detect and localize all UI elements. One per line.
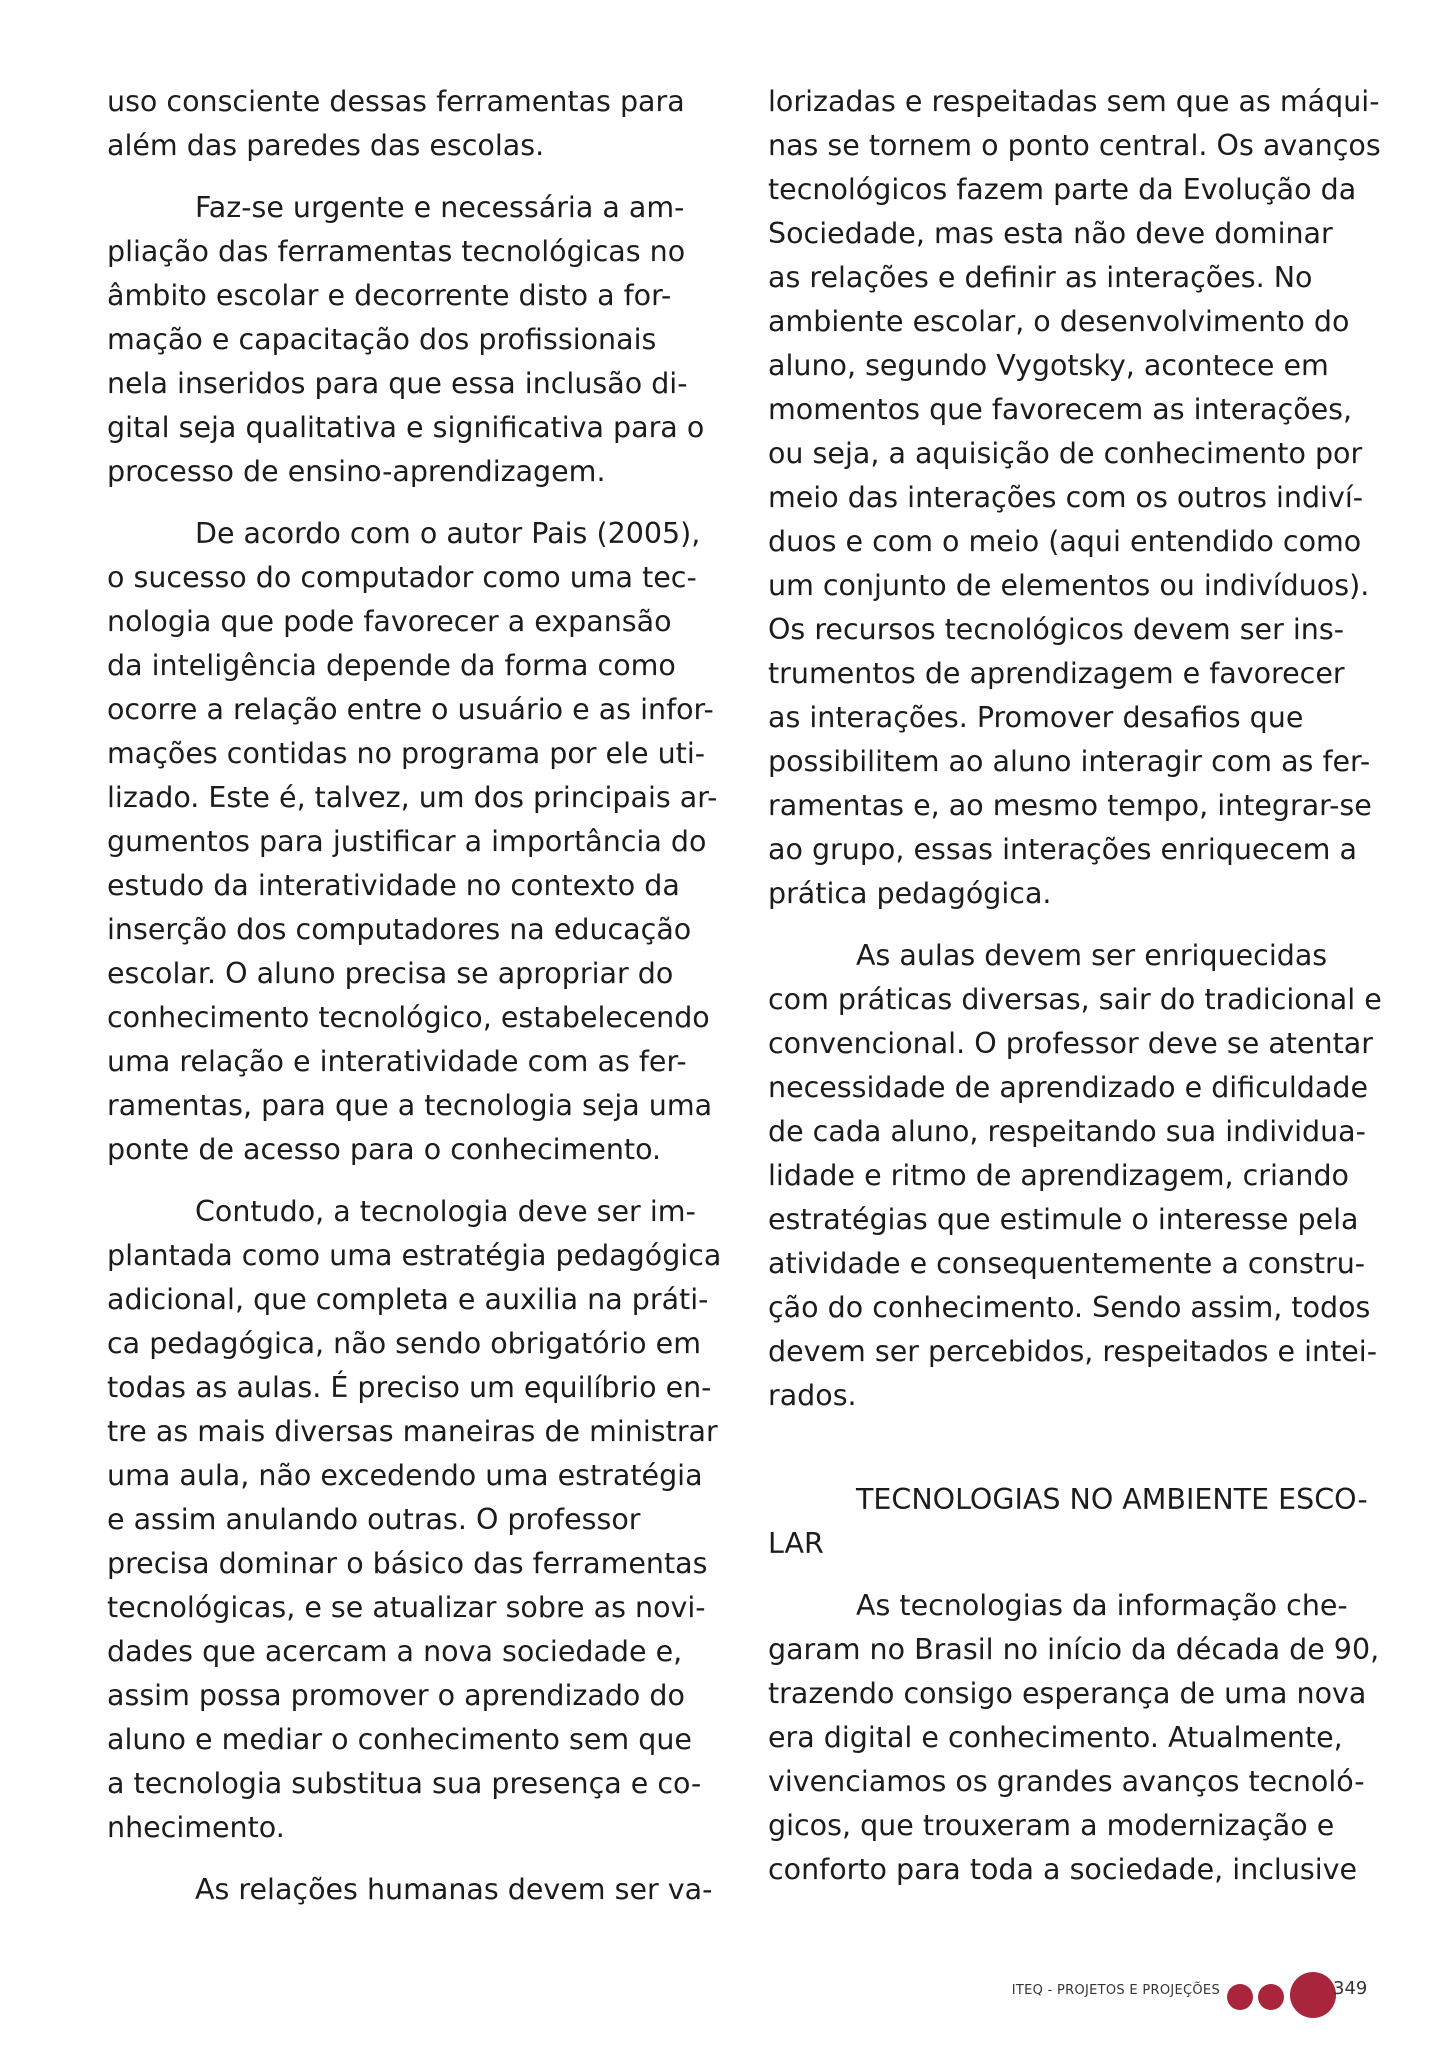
- text-line: lidade e ritmo de aprendizagem, criando: [768, 1159, 1349, 1192]
- paragraph-gap: [107, 1850, 697, 1868]
- text-line: Faz-se urgente e necessária a am-: [195, 191, 685, 224]
- text-line: ramentas, para que a tecnologia seja uma: [107, 1089, 713, 1122]
- text-line: a tecnologia substitua sua presença e co-: [107, 1767, 702, 1800]
- text-line: lizado. Este é, talvez, um dos principais ar-: [107, 781, 718, 814]
- text-line: âmbito escolar e decorrente disto a for-: [107, 279, 672, 312]
- text-line: e assim anulando outras. O professor: [107, 1503, 641, 1536]
- text-line: da inteligência depende da forma como: [107, 649, 676, 682]
- text-line: ção do conhecimento. Sendo assim, todos: [768, 1291, 1371, 1324]
- text-line: convencional. O professor deve se atentar: [768, 1027, 1373, 1060]
- text-line: gumentos para justificar a importância do: [107, 825, 707, 858]
- text-line: possibilitem ao aluno interagir com as fer-: [768, 745, 1371, 778]
- text-line: atividade e consequentemente a constru-: [768, 1247, 1366, 1280]
- text-line: Contudo, a tecnologia deve ser im-: [195, 1195, 696, 1228]
- section-heading-line: LAR: [768, 1527, 824, 1560]
- text-line: precisa dominar o básico das ferramentas: [107, 1547, 708, 1580]
- footer-dot-large: [1290, 1972, 1336, 2018]
- text-line: as relações e definir as interações. No: [768, 261, 1313, 294]
- text-line: Os recursos tecnológicos devem ser ins-: [768, 613, 1344, 646]
- text-line: mação e capacitação dos profissionais: [107, 323, 657, 356]
- text-line: nela inseridos para que essa inclusão di-: [107, 367, 688, 400]
- text-line: tecnológicos fazem parte da Evolução da: [768, 173, 1357, 206]
- text-line: de cada aluno, respeitando sua individua-: [768, 1115, 1366, 1148]
- text-line: uso consciente dessas ferramentas para: [107, 85, 685, 118]
- text-line: ou seja, a aquisição de conhecimento por: [768, 437, 1363, 470]
- left-column: [107, 80, 722, 1912]
- text-line: meio das interações com os outros indiví-: [768, 481, 1364, 514]
- text-line: nhecimento.: [107, 1811, 285, 1844]
- paragraph-gap: [768, 1566, 1368, 1584]
- text-line: trazendo consigo esperança de uma nova: [768, 1677, 1367, 1710]
- section-heading-line: TECNOLOGIAS NO AMBIENTE ESCO-: [856, 1483, 1368, 1516]
- text-line: com práticas diversas, sair do tradicional e: [768, 983, 1382, 1016]
- text-line: estratégias que estimule o interesse pela: [768, 1203, 1359, 1236]
- text-line: nas se tornem o ponto central. Os avanços: [768, 129, 1381, 162]
- text-line: duos e com o meio (aqui entendido como: [768, 525, 1362, 558]
- text-line: momentos que favorecem as interações,: [768, 393, 1353, 426]
- text-line: plantada como uma estratégia pedagógica: [107, 1239, 722, 1272]
- paragraph-gap: [107, 1172, 697, 1190]
- text-line: trumentos de aprendizagem e favorecer: [768, 657, 1345, 690]
- right-column: [768, 80, 1382, 1892]
- text-line: tecnológicas, e se atualizar sobre as novi-: [107, 1591, 706, 1624]
- paragraph-gap: [768, 916, 1368, 934]
- text-line: ponte de acesso para o conhecimento.: [107, 1133, 662, 1166]
- text-line: ao grupo, essas interações enriquecem a: [768, 833, 1357, 866]
- text-line: As relações humanas devem ser va-: [195, 1873, 713, 1906]
- page-footer: [0, 1966, 1449, 2026]
- text-line: Sociedade, mas esta não deve dominar: [768, 217, 1333, 250]
- section-gap: [768, 1418, 1368, 1478]
- text-line: dades que acercam a nova sociedade e,: [107, 1635, 683, 1668]
- text-line: processo de ensino-aprendizagem.: [107, 455, 606, 488]
- text-line: prática pedagógica.: [768, 877, 1052, 910]
- text-line: era digital e conhecimento. Atualmente,: [768, 1721, 1343, 1754]
- page-number: 349: [1333, 1978, 1368, 1999]
- text-line: As tecnologias da informação che-: [856, 1589, 1348, 1622]
- text-line: todas as aulas. É preciso um equilíbrio en-: [107, 1371, 712, 1404]
- text-line: estudo da interatividade no contexto da: [107, 869, 680, 902]
- text-line: mações contidas no programa por ele uti-: [107, 737, 706, 770]
- text-line: lorizadas e respeitadas sem que as máqui-: [768, 85, 1380, 118]
- text-line: escolar. O aluno precisa se apropriar do: [107, 957, 674, 990]
- text-line: uma relação e interatividade com as fer-: [107, 1045, 687, 1078]
- text-line: assim possa promover o aprendizado do: [107, 1679, 685, 1712]
- text-line: conhecimento tecnológico, estabelecendo: [107, 1001, 710, 1034]
- paragraph-gap: [107, 494, 697, 512]
- text-line: As aulas devem ser enriquecidas: [856, 939, 1328, 972]
- text-line: pliação das ferramentas tecnológicas no: [107, 235, 686, 268]
- text-line: além das paredes das escolas.: [107, 129, 545, 162]
- text-line: gicos, que trouxeram a modernização e: [768, 1809, 1335, 1842]
- text-line: um conjunto de elementos ou indivíduos).: [768, 569, 1370, 602]
- text-line: as interações. Promover desafios que: [768, 701, 1304, 734]
- text-line: ramentas e, ao mesmo tempo, integrar-se: [768, 789, 1372, 822]
- text-line: inserção dos computadores na educação: [107, 913, 692, 946]
- text-line: De acordo com o autor Pais (2005),: [195, 517, 701, 550]
- paragraph-gap: [107, 168, 697, 186]
- text-line: devem ser percebidos, respeitados e intei-: [768, 1335, 1378, 1368]
- text-line: tre as mais diversas maneiras de ministrar: [107, 1415, 718, 1448]
- text-line: ambiente escolar, o desenvolvimento do: [768, 305, 1350, 338]
- text-line: ca pedagógica, não sendo obrigatório em: [107, 1327, 701, 1360]
- text-line: garam no Brasil no início da década de 90,: [768, 1633, 1380, 1666]
- text-line: vivenciamos os grandes avanços tecnoló-: [768, 1765, 1365, 1798]
- text-line: gital seja qualitativa e significativa para o: [107, 411, 705, 444]
- text-line: uma aula, não excedendo uma estratégia: [107, 1459, 703, 1492]
- text-line: aluno e mediar o conhecimento sem que: [107, 1723, 692, 1756]
- footer-publication-title: ITEQ - PROJETOS E PROJEÇÕES: [1011, 1983, 1220, 1998]
- text-line: necessidade de aprendizado e dificuldade: [768, 1071, 1368, 1104]
- text-line: o sucesso do computador como uma tec-: [107, 561, 697, 594]
- footer-dot-small-2: [1258, 1984, 1284, 2010]
- text-line: ocorre a relação entre o usuário e as infor-: [107, 693, 714, 726]
- text-line: nologia que pode favorecer a expansão: [107, 605, 672, 638]
- text-line: conforto para toda a sociedade, inclusive: [768, 1853, 1358, 1886]
- text-line: adicional, que completa e auxilia na práti-: [107, 1283, 709, 1316]
- footer-dot-small-1: [1227, 1984, 1253, 2010]
- text-line: aluno, segundo Vygotsky, acontece em: [768, 349, 1329, 382]
- text-line: rados.: [768, 1379, 857, 1412]
